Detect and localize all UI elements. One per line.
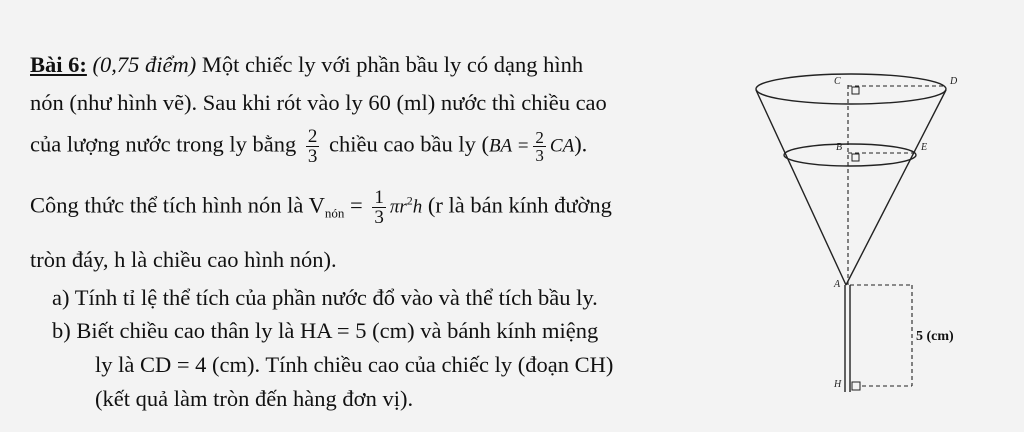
rim-ellipse <box>756 74 946 104</box>
problem-line-3 <box>30 127 587 166</box>
fraction-denominator: 3 <box>307 146 318 167</box>
formula-subscript: nón <box>324 205 345 221</box>
question-a-text: a) Tính tỉ lệ thể tích của phần nước đổ vào và thể tích bầu ly. <box>52 285 598 310</box>
right-angle-c <box>852 87 859 94</box>
formula-exponent: 2 <box>406 193 413 208</box>
formula-pi-r: πr <box>389 196 407 218</box>
question-b-line-2 <box>95 352 613 378</box>
fraction-one-third <box>372 188 386 227</box>
cone-side-left <box>756 90 846 285</box>
label-b: B <box>836 142 843 153</box>
label-a: A <box>834 279 841 290</box>
problem-line-5 <box>30 247 337 273</box>
glass-figure <box>740 60 1020 405</box>
fraction-denominator: 3 <box>374 207 384 228</box>
problem-text-3a: của lượng nước trong ly bằng <box>30 131 297 157</box>
math-ba: BA = <box>488 135 530 157</box>
water-ellipse <box>784 144 916 166</box>
fraction-two-thirds-ca <box>533 129 546 164</box>
fraction-numerator: 1 <box>374 187 384 208</box>
dimension-label: 5 (cm) <box>916 329 954 344</box>
fraction-denominator: 3 <box>535 146 544 165</box>
formula-h: h <box>412 196 423 218</box>
right-angle-b <box>852 154 859 161</box>
label-h: H <box>834 379 842 390</box>
problem-text-2: nón (như hình vẽ). Sau khi rót vào ly 60 (ml) nước thì chiều cao <box>30 90 607 115</box>
label-e: E <box>921 142 928 153</box>
problem-points: (0,75 điểm) <box>92 52 197 77</box>
fraction-numerator: 2 <box>535 128 544 147</box>
formula-equals: = <box>344 192 363 218</box>
problem-text-3b: chiều cao bầu ly ( <box>329 131 489 157</box>
label-d: D <box>950 76 958 87</box>
problem-line-4 <box>30 188 612 227</box>
cone-side-right <box>846 90 946 285</box>
problem-text-1: Một chiếc ly với phần bầu ly có dạng hình <box>201 52 584 77</box>
fraction-two-thirds <box>306 127 320 166</box>
question-b-line-3 <box>95 386 413 412</box>
question-b-text-2: ly là CD = 4 (cm). Tính chiều cao của chiếc ly (đoạn CH) <box>95 352 614 377</box>
right-angle-h <box>852 382 860 390</box>
problem-line-1 <box>30 52 583 78</box>
question-a <box>52 285 598 311</box>
fraction-numerator: 2 <box>307 126 318 147</box>
question-b-line-1 <box>52 318 598 344</box>
formula-intro: Công thức thể tích hình nón là V <box>30 192 325 218</box>
math-ca: CA <box>549 135 575 157</box>
label-c: C <box>834 76 841 87</box>
problem-label: Bài 6: <box>30 52 87 77</box>
problem-text-5: tròn đáy, h là chiều cao hình nón). <box>30 247 337 272</box>
problem-line-2 <box>30 90 607 116</box>
question-b-text-1: b) Biết chiều cao thân ly là HA = 5 (cm) và bánh kính miệng <box>52 318 599 343</box>
question-b-text-3: (kết quả làm tròn đến hàng đơn vị). <box>95 386 414 411</box>
problem-text-3c: ). <box>574 131 588 157</box>
formula-note: (r là bán kính đường <box>427 192 612 218</box>
